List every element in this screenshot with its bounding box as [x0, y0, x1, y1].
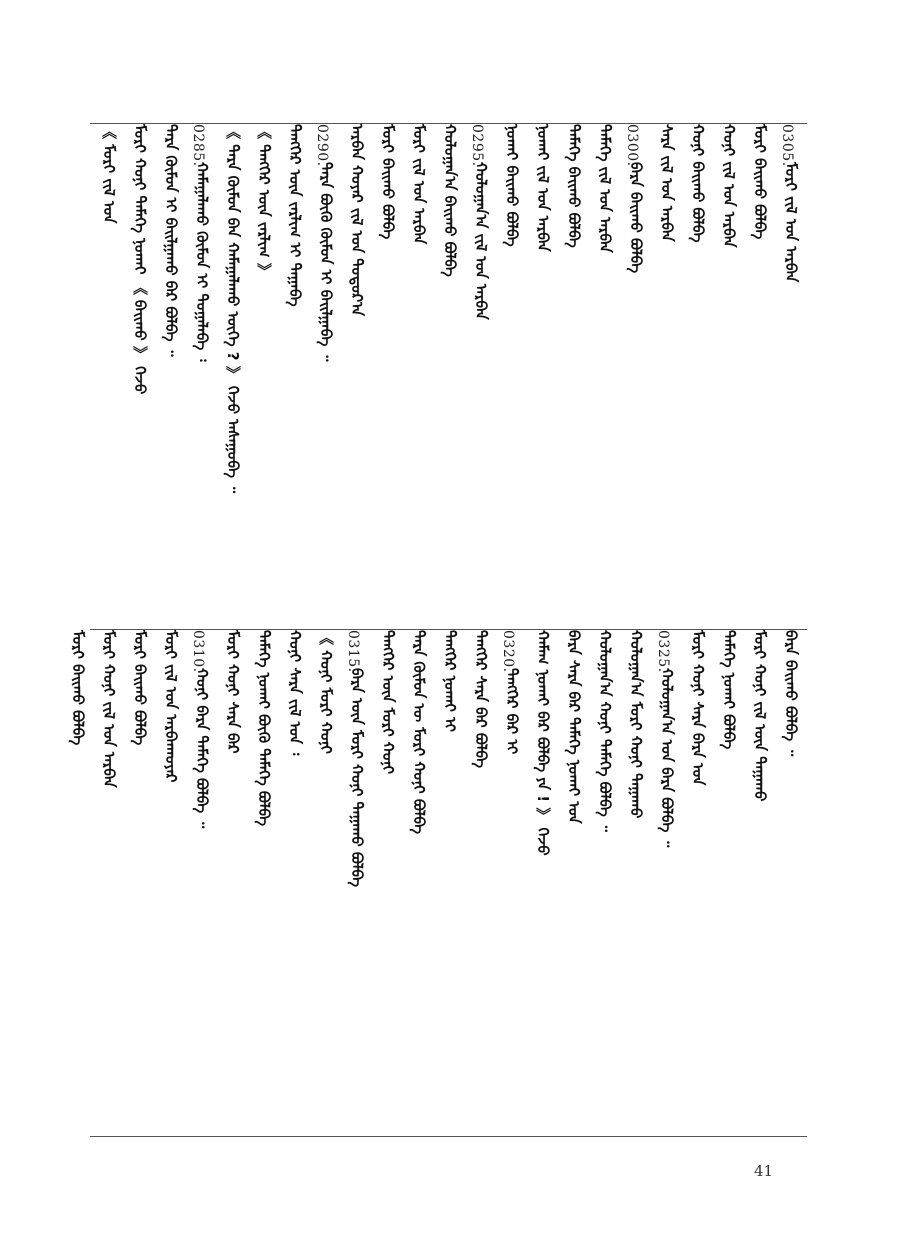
verse-line: ᠬᠣᠨᠢ ᠵᠢᠯ ᠤᠨ ᠠᠷᠪᠠᠨ [720, 124, 738, 248]
text-column [312, 124, 342, 629]
verse-line: ᠮᠣᠷᠢ ᠬᠣᠨᠢ ᠰᠠᠷᠠ ᠪᠠᠷᠠ ᠤᠨ [689, 630, 707, 786]
lower-text-panel [69, 630, 807, 1135]
text-column [560, 124, 590, 629]
text-column [653, 124, 683, 629]
text-column [529, 124, 559, 629]
text-column [374, 630, 404, 1135]
text-column [529, 630, 559, 1135]
text-column [343, 124, 373, 629]
text-column [498, 124, 528, 629]
text-column [746, 630, 776, 1135]
text-column [405, 630, 435, 1135]
verse-line: ᠨᠣᠬᠠᠢ ᠵᠢᠯ ᠤᠨ ᠠᠷᠪᠠᠨ [534, 124, 552, 252]
text-column [219, 124, 249, 629]
verse-number: 0285. [190, 124, 206, 167]
verse-number: 0310. [190, 630, 206, 673]
text-column [250, 630, 280, 1135]
text-column [746, 124, 776, 629]
verse-number: 0300. [624, 124, 640, 167]
text-column [95, 124, 125, 629]
verse-line: ᠬᠣᠯᠤᠭᠠᠨ᠎ᠠ ᠤᠨ ᠪᠠᠷᠠ ᠪᠣᠯᠪᠠ ᠃ [658, 668, 676, 848]
text-column [467, 630, 497, 1135]
verse-line: ᠮᠣᠷᠢ ᠬᠣᠨᠢ ᠲᠡᠮᠡᠭᠡ ᠨᠣᠬᠠᠢ 《 ᠪᠠᠢᠬᠤ 》 ᠭᠡᠵᠦ [131, 124, 149, 395]
text-column [250, 124, 280, 629]
verse-line: ᠲᠡᠷᠡ ᠬᠦᠮᠦᠨ ᠦ ᠮᠣᠷᠢ ᠬᠣᠨᠢ ᠪᠣᠯᠪᠠ [410, 630, 428, 834]
text-column [188, 630, 218, 1135]
verse-line: ᠮᠣᠷᠢ ᠵᠢᠯ ᠤᠨ ᠠᠷᠪᠠᠨᠬᠣᠶᠠᠷ [162, 630, 180, 783]
text-column [281, 124, 311, 629]
verse-line: ᠬᠣᠯᠤᠭᠠᠨ᠎ᠠ ᠮᠣᠷᠢ ᠬᠣᠨᠢ ᠳᠠᠭᠠᠬᠤ [627, 630, 645, 819]
text-column [436, 630, 466, 1135]
verse-line: ᠲᠡᠩᠭᠡᠷ ᠪᠡᠷ ᠢ [503, 668, 521, 755]
verse-line: ᠮᠣᠷᠢ ᠵᠢᠯ ᠤᠨ ᠠᠷᠪᠠᠨ [782, 162, 800, 283]
verse-line: ᠬᠣᠨᠢ ᠪᠠᠷᠠ ᠲᠡᠮᠡᠭᠡ ᠪᠣᠯᠪᠠ ᠃ [193, 668, 211, 829]
text-column [684, 630, 714, 1135]
text-column [219, 630, 249, 1135]
verse-line: ᠲᠡᠷᠡ ᠪᠦᠬᠦ ᠬᠦᠮᠦᠨ ᠢ ᠪᠠᠢᠯᠭᠠᠪᠠ ᠃ [317, 162, 335, 362]
text-column [715, 124, 745, 629]
verse-line: 《 ᠲᠡᠷᠡ ᠬᠦᠮᠦᠨ ᠪᠡᠨ ᠬᠠᠮᠠᠭᠠᠯᠠᠬᠤ ᠦᠭᠡ ? 》 ᠭᠡᠵᠦ ᠠᠰᠠᠭᠤᠪᠠ ᠃ [224, 124, 242, 494]
text-column [560, 630, 590, 1135]
page-number: 41 [754, 1162, 774, 1180]
verse-line: ᠬᠠᠮᠠᠭᠠᠯᠠᠬᠤ ᠬᠦᠮᠦᠨ ᠢ ᠲᠣᠭᠠᠯᠠᠪᠠ ᠄ [193, 162, 211, 362]
verse-line: ᠮᠣᠷᠢ ᠪᠠᠢᠬᠤ ᠪᠣᠯᠪᠠ [379, 124, 397, 240]
verse-number: 0315. [345, 630, 361, 673]
verse-line: ᠬᠣᠯᠤᠭᠠᠨ᠎ᠠ ᠪᠠᠢᠬᠤ ᠪᠣᠯᠪᠠ [441, 124, 459, 277]
verse-line: ᠲᠡᠮᠡᠭᠡ ᠪᠠᠢᠬᠤ ᠪᠣᠯᠪᠠ [565, 124, 583, 248]
verse-line: ᠬᠣᠨᠢ ᠰᠠᠷᠠ ᠵᠢᠯ ᠤᠨ ᠄ [286, 630, 304, 756]
verse-line: ᠬᠣᠯᠤᠭᠠᠨ᠎ᠠ ᠬᠣᠨᠢ ᠲᠡᠮᠡᠭᠡ ᠪᠣᠯᠪᠠ ᠃ [596, 630, 614, 832]
verse-line: ᠲᠡᠷᠡ ᠬᠦᠮᠦᠨ ᠢ ᠪᠠᠢᠯᠭᠠᠬᠤ ᠪᠡᠷ ᠪᠣᠯᠪᠠ ᠃ [162, 124, 180, 357]
text-column [622, 124, 652, 629]
verse-line: ᠮᠣᠷᠢ ᠵᠢᠯ ᠤᠨ ᠠᠷᠪᠠᠨ [410, 124, 428, 245]
verse-number: 0305. [779, 124, 795, 167]
text-column [653, 630, 683, 1135]
verse-line: ᠪᠠᠷᠠ ᠪᠠᠢᠬᠤ ᠪᠣᠯᠪᠠ [627, 162, 645, 274]
upper-columns [94, 124, 807, 629]
verse-line: ᠲᠡᠩᠭᠡᠷ ᠦᠨ ᠮᠣᠷᠢ ᠬᠣᠨᠢ [379, 630, 397, 774]
verse-line: ᠲᠡᠩᠭᠡᠷ ᠰᠠᠷᠠ ᠪᠡᠷ ᠪᠣᠯᠪᠠ [472, 630, 490, 768]
verse-line: ᠲᠡᠩᠭᠡᠷ ᠨᠣᠬᠠᠢ ᠢ [441, 630, 459, 733]
text-column [157, 630, 187, 1135]
text-column [715, 630, 745, 1135]
text-column [405, 124, 435, 629]
text-column [777, 124, 807, 629]
verse-line: ᠰᠠᠷᠠ ᠵᠢᠯ ᠤᠨ ᠠᠷᠪᠠᠨ [658, 124, 676, 242]
text-column [126, 630, 156, 1135]
verse-line: ᠮᠣᠷᠢ ᠪᠠᠢᠬᠤ ᠪᠣᠯᠪᠠ [69, 630, 87, 746]
text-column [777, 630, 807, 1135]
verse-line: ᠮᠣᠷᠢ ᠬᠣᠨᠢ ᠵᠢᠯ ᠤᠨ ᠠᠷᠪᠠᠨ [100, 630, 118, 788]
verse-line: ᠲᠡᠮᠡᠭᠡ ᠨᠣᠬᠠᠢ ᠪᠣᠯᠪᠠ [720, 630, 738, 750]
verse-line: ᠮᠣᠷᠢ ᠬᠣᠨᠢ ᠰᠠᠷᠠ ᠪᠡᠷ [224, 630, 242, 754]
verse-line: ᠪᠠᠷᠠ ᠦᠨ ᠮᠣᠷᠢ ᠬᠣᠨᠢ ᠳᠠᠭᠠᠬᠤ ᠪᠣᠯᠪᠠ [348, 668, 366, 888]
verse-line: ᠬᠣᠯᠤᠭᠠᠨ᠎ᠠ ᠵᠢᠯ ᠤᠨ ᠠᠷᠪᠠᠨ [472, 162, 490, 320]
upper-text-panel [90, 124, 807, 629]
verse-number: 0295. [469, 124, 485, 167]
verse-line: ᠮᠣᠷᠢ ᠬᠣᠨᠢ ᠵᠢᠯ ᠦᠨ ᠳᠠᠭᠠᠬᠤ [751, 630, 769, 802]
lower-columns [63, 630, 807, 1135]
verse-line: ᠬᠣᠨᠢ ᠪᠠᠢᠬᠤ ᠪᠣᠯᠪᠠ [689, 124, 707, 243]
verse-number: 0320. [500, 630, 516, 673]
verse-line: ᠲᠡᠮᠡᠭᠡ ᠵᠢᠯ ᠤᠨ ᠠᠷᠪᠠᠨ [596, 124, 614, 253]
text-column [374, 124, 404, 629]
verse-number: 0325. [655, 630, 671, 673]
verse-line: ᠲᠡᠮᠡᠭᠡ ᠨᠣᠬᠠᠢ ᠪᠦᠬᠦ ᠲᠡᠮᠡᠭᠡ ᠪᠣᠯᠪᠠ [255, 630, 273, 827]
verse-line: ᠪᠠᠷᠠ ᠰᠠᠷᠠ ᠪᠡᠷ ᠲᠡᠮᠡᠭᠡ ᠨᠣᠬᠠᠢ ᠤᠨ [565, 630, 583, 824]
text-column [312, 630, 342, 1135]
verse-line: ᠠᠷᠪᠠᠨ ᠬᠣᠶᠠᠷ ᠵᠢᠯ ᠤᠨ ᠳᠣᠲᠣᠷ᠎ᠠ [348, 124, 366, 317]
text-column [467, 124, 497, 629]
verse-line: ᠮᠣᠷᠢ ᠪᠠᠢᠬᠤ ᠪᠣᠯᠪᠠ [131, 630, 149, 746]
verse-line: 《 ᠬᠣᠨᠢ ᠮᠣᠷᠢ ᠬᠣᠨᠢ [317, 630, 335, 754]
text-column [498, 630, 528, 1135]
text-column [188, 124, 218, 629]
verse-line: ᠪᠠᠷᠠ ᠪᠠᠢᠬᠤ ᠪᠣᠯᠪᠠ ᠃ [782, 630, 800, 757]
text-column [684, 124, 714, 629]
text-column [622, 630, 652, 1135]
text-column [343, 630, 373, 1135]
text-column [591, 124, 621, 629]
verse-line: 《 ᠮᠣᠷᠢ ᠵᠢᠯ ᠤᠨ [100, 124, 118, 224]
verse-number: 0290. [314, 124, 330, 167]
text-column [95, 630, 125, 1135]
text-column [64, 630, 94, 1135]
text-column [281, 630, 311, 1135]
text-column [126, 124, 156, 629]
text-column [436, 124, 466, 629]
verse-line: ᠬᠠᠮᠠᠭ ᠨᠣᠬᠠᠢ ᠪᠡᠷ ᠪᠣᠯᠪᠠ ᠶᠠ ! 》 ᠭᠡᠵᠦ [534, 630, 552, 856]
verse-line: ᠨᠣᠬᠠᠢ ᠪᠠᠢᠬᠤ ᠪᠣᠯᠪᠠ [503, 124, 521, 247]
bottom-rule [90, 1136, 807, 1137]
text-column [591, 630, 621, 1135]
verse-line: 《 ᠲᠡᠩᠭᠡᠷ ᠦᠨ ᠵᠠᠷᠯᠢᠭ 》 [255, 124, 273, 278]
text-column [157, 124, 187, 629]
verse-line: ᠮᠣᠷᠢ ᠪᠠᠢᠬᠤ ᠪᠣᠯᠪᠠ [751, 124, 769, 240]
verse-line: ᠲᠡᠩᠭᠡᠷ ᠦᠨ ᠵᠠᠷᠯᠢᠭ ᠢ ᠳᠠᠭᠠᠪᠠ [286, 124, 304, 307]
